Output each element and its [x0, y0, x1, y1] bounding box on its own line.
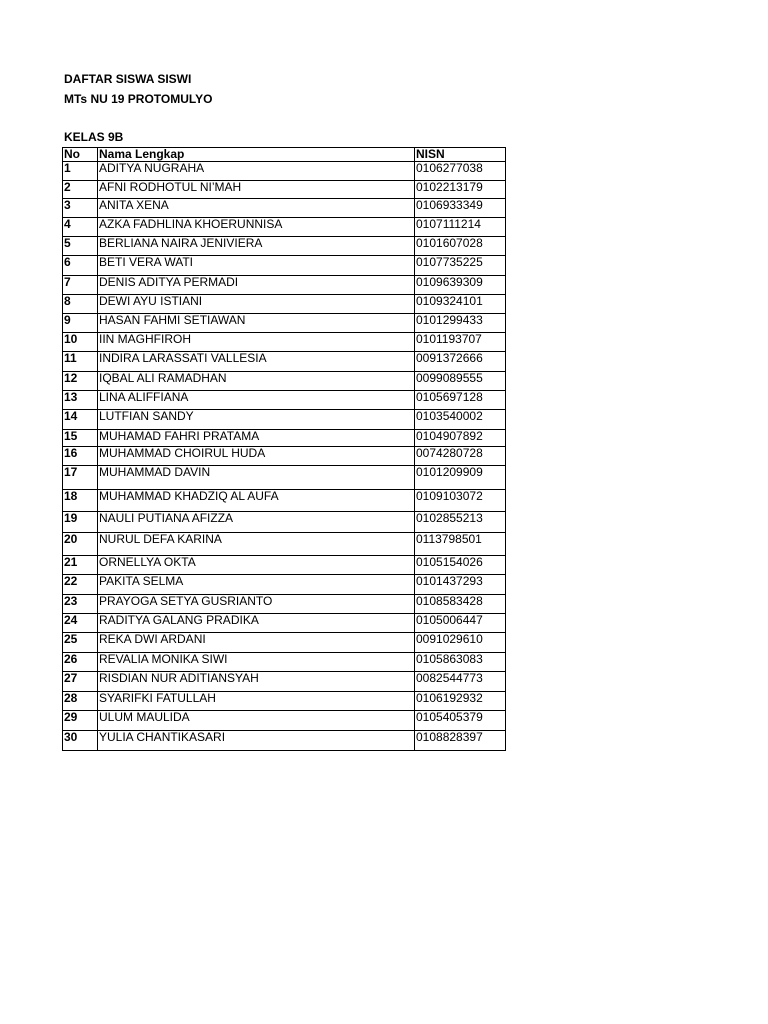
table-row — [63, 575, 506, 595]
student-nisn-cell: 0102855213 — [415, 512, 506, 533]
row-number-cell: 24 — [63, 614, 98, 633]
student-nisn-cell: 0105405379 — [415, 711, 506, 731]
table-row — [63, 466, 506, 490]
student-nisn-cell: 0106933349 — [415, 199, 506, 218]
student-name-cell: SYARIFKI FATULLAH — [98, 692, 415, 711]
table-row — [63, 711, 506, 731]
table-row — [63, 410, 506, 430]
table-row — [63, 595, 506, 614]
row-number-cell: 14 — [63, 410, 98, 430]
row-number-cell: 15 — [63, 430, 98, 447]
student-name-cell: MUHAMAD FAHRI PRATAMA — [98, 430, 415, 447]
row-number-cell: 26 — [63, 653, 98, 672]
row-number-cell: 3 — [63, 199, 98, 218]
table-row — [63, 352, 506, 372]
student-nisn-cell: 0101607028 — [415, 237, 506, 256]
student-name-cell: BERLIANA NAIRA JENIVIERA — [98, 237, 415, 256]
row-number-cell: 6 — [63, 256, 98, 276]
student-name-cell: LUTFIAN SANDY — [98, 410, 415, 430]
student-nisn-cell: 0101209909 — [415, 466, 506, 490]
table-row — [63, 199, 506, 218]
student-nisn-cell: 0091372666 — [415, 352, 506, 372]
table-row — [63, 512, 506, 533]
student-nisn-cell: 0105006447 — [415, 614, 506, 633]
student-name-cell: PAKITA SELMA — [98, 575, 415, 595]
table-row — [63, 614, 506, 633]
student-name-cell: LINA ALIFFIANA — [98, 391, 415, 410]
class-label: KELAS 9B — [64, 130, 124, 144]
table-row — [63, 181, 506, 199]
row-number-cell: 10 — [63, 333, 98, 352]
row-number-cell: 2 — [63, 181, 98, 199]
table-row — [63, 692, 506, 711]
table-row — [63, 556, 506, 575]
row-number-cell: 8 — [63, 295, 98, 314]
student-nisn-cell: 0109639309 — [415, 276, 506, 295]
school-name: MTs NU 19 PROTOMULYO — [64, 92, 213, 106]
student-name-cell: REKA DWI ARDANI — [98, 633, 415, 653]
row-number-cell: 1 — [63, 162, 98, 181]
table-row — [63, 533, 506, 556]
student-rows — [63, 162, 506, 751]
row-number-cell: 28 — [63, 692, 98, 711]
student-name-cell: BETI VERA WATI — [98, 256, 415, 276]
row-number-cell: 9 — [63, 314, 98, 333]
row-number-cell: 19 — [63, 512, 98, 533]
student-nisn-cell: 0113798501 — [415, 533, 506, 556]
student-nisn-cell: 0106277038 — [415, 162, 506, 181]
table-row — [63, 447, 506, 466]
student-name-cell: PRAYOGA SETYA GUSRIANTO — [98, 595, 415, 614]
student-name-cell: DEWI AYU ISTIANI — [98, 295, 415, 314]
student-nisn-cell: 0105863083 — [415, 653, 506, 672]
student-name-cell: ANITA XENA — [98, 199, 415, 218]
student-nisn-cell: 0082544773 — [415, 672, 506, 692]
student-nisn-cell: 0109324101 — [415, 295, 506, 314]
student-name-cell: ULUM MAULIDA — [98, 711, 415, 731]
student-nisn-cell: 0108828397 — [415, 731, 506, 751]
header-nisn: NISN — [415, 148, 506, 162]
header-no: No — [63, 148, 98, 162]
row-number-cell: 21 — [63, 556, 98, 575]
student-nisn-cell: 0101193707 — [415, 333, 506, 352]
row-number-cell: 7 — [63, 276, 98, 295]
student-name-cell: AZKA FADHLINA KHOERUNNISA — [98, 218, 415, 237]
row-number-cell: 5 — [63, 237, 98, 256]
student-name-cell: MUHAMMAD KHADZIQ AL AUFA — [98, 490, 415, 512]
table-row — [63, 372, 506, 391]
table-row — [63, 314, 506, 333]
student-name-cell: NURUL DEFA KARINA — [98, 533, 415, 556]
student-name-cell: ORNELLYA OKTA — [98, 556, 415, 575]
student-name-cell: NAULI PUTIANA AFIZZA — [98, 512, 415, 533]
student-name-cell: YULIA CHANTIKASARI — [98, 731, 415, 751]
header-name: Nama Lengkap — [98, 148, 415, 162]
student-name-cell: MUHAMMAD DAVIN — [98, 466, 415, 490]
row-number-cell: 23 — [63, 595, 98, 614]
row-number-cell: 29 — [63, 711, 98, 731]
table-row — [63, 276, 506, 295]
student-nisn-cell: 0103540002 — [415, 410, 506, 430]
student-name-cell: ADITYA NUGRAHA — [98, 162, 415, 181]
row-number-cell: 20 — [63, 533, 98, 556]
table-row — [63, 653, 506, 672]
student-name-cell: RADITYA GALANG PRADIKA — [98, 614, 415, 633]
row-number-cell: 22 — [63, 575, 98, 595]
student-nisn-cell: 0105697128 — [415, 391, 506, 410]
student-name-cell: AFNI RODHOTUL NI’MAH — [98, 181, 415, 199]
row-number-cell: 4 — [63, 218, 98, 237]
table-row — [63, 430, 506, 447]
table-header-row — [63, 148, 506, 162]
student-name-cell: REVALIA MONIKA SIWI — [98, 653, 415, 672]
table-row — [63, 333, 506, 352]
student-nisn-cell: 0107735225 — [415, 256, 506, 276]
student-name-cell: IIN MAGHFIROH — [98, 333, 415, 352]
table-row — [63, 162, 506, 181]
student-name-cell: MUHAMMAD CHOIRUL HUDA — [98, 447, 415, 466]
table-row — [63, 490, 506, 512]
student-nisn-cell: 0107111214 — [415, 218, 506, 237]
row-number-cell: 30 — [63, 731, 98, 751]
student-nisn-cell: 0102213179 — [415, 181, 506, 199]
row-number-cell: 13 — [63, 391, 98, 410]
row-number-cell: 25 — [63, 633, 98, 653]
table-row — [63, 218, 506, 237]
student-table — [62, 147, 506, 751]
table-row — [63, 391, 506, 410]
student-nisn-cell: 0101299433 — [415, 314, 506, 333]
table-row — [63, 256, 506, 276]
row-number-cell: 17 — [63, 466, 98, 490]
student-nisn-cell: 0109103072 — [415, 490, 506, 512]
student-nisn-cell: 0099089555 — [415, 372, 506, 391]
student-nisn-cell: 0101437293 — [415, 575, 506, 595]
table-row — [63, 672, 506, 692]
table-row — [63, 633, 506, 653]
student-nisn-cell: 0106192932 — [415, 692, 506, 711]
table-row — [63, 731, 506, 751]
student-nisn-cell: 0091029610 — [415, 633, 506, 653]
student-name-cell: INDIRA LARASSATI VALLESIA — [98, 352, 415, 372]
student-nisn-cell: 0108583428 — [415, 595, 506, 614]
student-name-cell: HASAN FAHMI SETIAWAN — [98, 314, 415, 333]
student-nisn-cell: 0105154026 — [415, 556, 506, 575]
row-number-cell: 16 — [63, 447, 98, 466]
row-number-cell: 12 — [63, 372, 98, 391]
student-nisn-cell: 0104907892 — [415, 430, 506, 447]
table-row — [63, 237, 506, 256]
student-name-cell: DENIS ADITYA PERMADI — [98, 276, 415, 295]
student-name-cell: RISDIAN NUR ADITIANSYAH — [98, 672, 415, 692]
table-row — [63, 295, 506, 314]
row-number-cell: 11 — [63, 352, 98, 372]
row-number-cell: 18 — [63, 490, 98, 512]
row-number-cell: 27 — [63, 672, 98, 692]
student-name-cell: IQBAL ALI RAMADHAN — [98, 372, 415, 391]
student-nisn-cell: 0074280728 — [415, 447, 506, 466]
document-title: DAFTAR SISWA SISWI — [64, 72, 192, 86]
